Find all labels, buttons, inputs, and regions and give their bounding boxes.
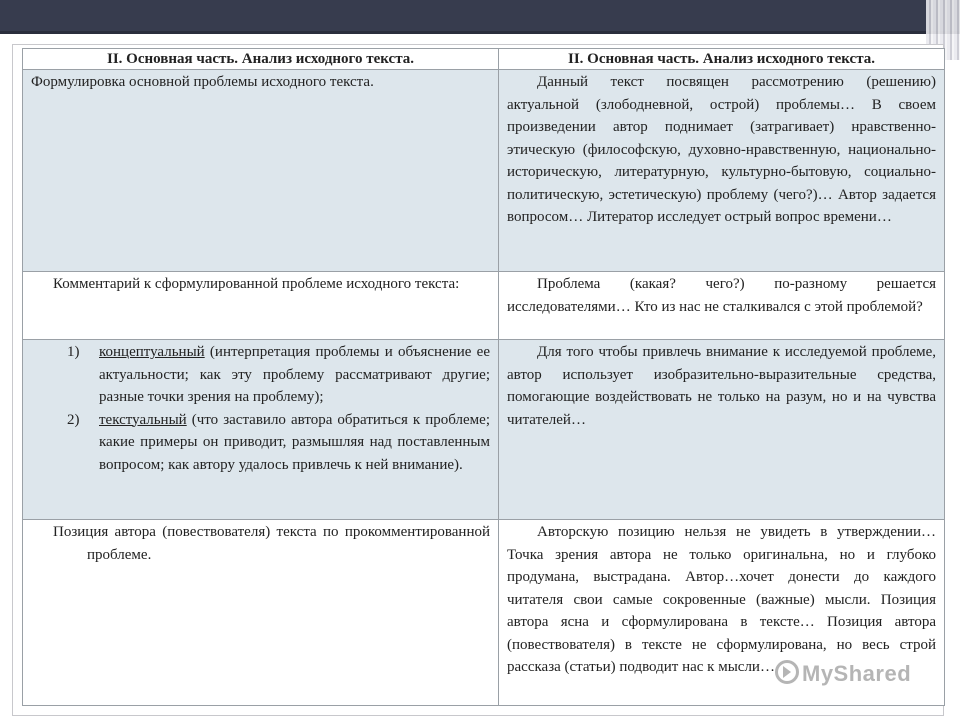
list-item-term: концептуальный xyxy=(99,344,205,360)
table-header-row xyxy=(23,49,945,70)
table-row xyxy=(23,340,945,520)
row-content: Для того чтобы привлечь внимание к исследуемой проблеме, автор использует изобразительно-выразительные средства, помогающие воздействовать не только на разум, но и на чувства читателей… xyxy=(499,340,945,520)
list-item-number: 1) xyxy=(67,344,80,360)
list-item-term: текстуальный xyxy=(99,411,187,428)
watermark-logo xyxy=(775,660,911,687)
list-item-number: 2) xyxy=(67,411,80,428)
analysis-table xyxy=(22,48,945,706)
header-left: II. Основная часть. Анализ исходного текста. xyxy=(23,49,499,70)
play-icon xyxy=(775,660,799,684)
list-item xyxy=(67,341,490,409)
row-label: Комментарий к сформулированной проблеме исходного текста: xyxy=(23,272,499,340)
table-row xyxy=(23,70,945,272)
list-item-text: (что заставило автора обратиться к проблеме; какие примеры он приводит, размышляя над поставленным вопросом; как автору удалось привлечь к ней внимание). xyxy=(99,411,490,473)
row-content: Данный текст посвящен рассмотрению (решению) актуальной (злободневной, острой) проблемы… В своем произведении автор поднимает (затрагивает) нравственно-этическую (философскую, духовно-нравственную, национально-историческую, литературную, культурно-бытовую, социально-политическую, эстетическую) проблему (чего?)… Автор задается вопросом… Литератор исследует острый вопрос времени… xyxy=(499,70,945,272)
top-decorative-bar xyxy=(0,0,960,34)
list-item xyxy=(67,409,490,477)
row-content: Авторскую позицию нельзя не увидеть в утверждении… Точка зрения автора не только оригинальна, но и глубоко продумана, выстрадана. Автор…хочет донести до каждого читателя свои самые сокровенные (важные) мысли. Позиция автора ясна и сформулирована в тексте… Позиция автора (повествователя) в тексте не сформулирована, но весь строй рассказа (статьи) подводит нас к мысли… xyxy=(499,520,945,706)
watermark-text: MyShared xyxy=(802,661,912,686)
header-right: II. Основная часть. Анализ исходного текста. xyxy=(499,49,945,70)
row-label: Позиция автора (повествователя) текста по прокомментированной проблеме. xyxy=(23,520,499,706)
list-item-text: (интерпретация проблемы и объяснение ее актуальности; как эту проблему рассматривают другие; разные точки зрения на проблему); xyxy=(99,344,490,405)
comment-types-list xyxy=(23,340,499,520)
row-label: Формулировка основной проблемы исходного текста. xyxy=(23,70,499,272)
table-row xyxy=(23,272,945,340)
row-content: Проблема (какая? чего?) по-разному решается исследователями… Кто из нас не сталкивался с этой проблемой? xyxy=(499,272,945,340)
